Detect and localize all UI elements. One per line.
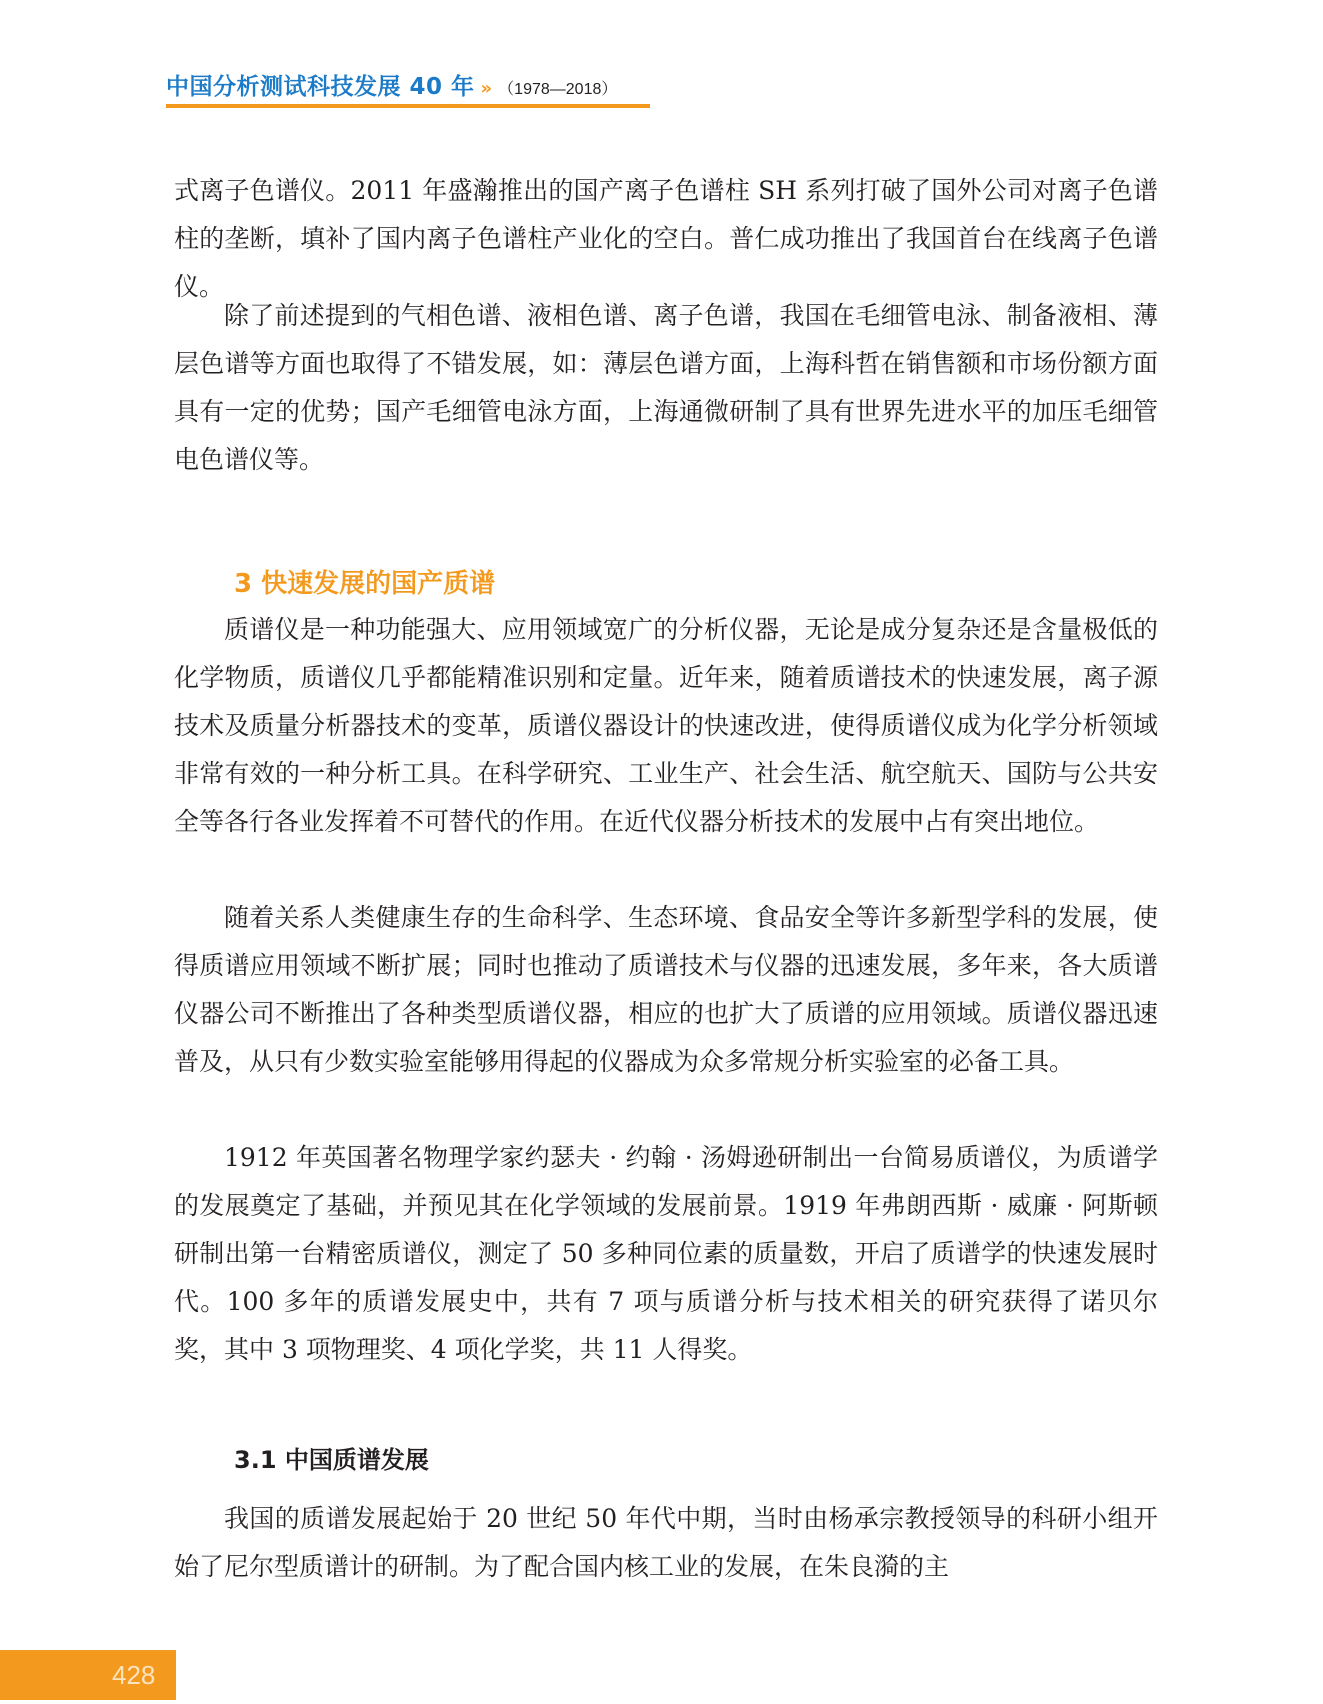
header-rule [166, 104, 650, 108]
subsection-heading: 3.1 中国质谱发展 [234, 1446, 429, 1474]
section-heading: 3 快速发展的国产质谱 [234, 569, 496, 599]
running-header [166, 68, 617, 102]
paragraph-ion-chromatography: 式离子色谱仪。2011 年盛瀚推出的国产离子色谱柱 SH 系列打破了国外公司对离子色谱柱的垄断，填补了国内离子色谱柱产业化的空白。普仁成功推出了我国首台在线离子色谱仪。 [174, 176, 1158, 301]
paragraph-mass-spec-applications: 随着关系人类健康生存的生命科学、生态环境、食品安全等许多新型学科的发展，使得质谱应用领域不断扩展；同时也推动了质谱技术与仪器的迅速发展，多年来，各大质谱仪器公司不断推出了各种类型质谱仪器，相应的也扩大了质谱的应用领域。质谱仪器迅速普及，从只有少数实验室能够用得起的仪器成为众多常规分析实验室的必备工具。 [174, 903, 1158, 1076]
paragraph-china-mass-spec: 我国的质谱发展起始于 20 世纪 50 年代中期，当时由杨承宗教授领导的科研小组开始了尼尔型质谱计的研制。为了配合国内核工业的发展，在朱良漪的主 [174, 1504, 1158, 1581]
paragraph-other-chromatography: 除了前述提到的气相色谱、液相色谱、离子色谱，我国在毛细管电泳、制备液相、薄层色谱等方面也取得了不错发展，如：薄层色谱方面，上海科哲在销售额和市场份额方面具有一定的优势；国产毛细管电泳方面，上海通微研制了具有世界先进水平的加压毛细管电色谱仪等。 [174, 301, 1158, 474]
double-chevron-icon: » [480, 78, 493, 99]
paragraph-mass-spec-history: 1912 年英国著名物理学家约瑟夫 · 约翰 · 汤姆逊研制出一台简易质谱仪，为质谱学的发展奠定了基础，并预见其在化学领域的发展前景。1919 年弗朗西斯 · 威廉 · 阿斯顿研制出第一台精密质谱仪，测定了 50 多种同位素的质量数，开启了质谱学的快速发展时代。100 多年的质谱发展史中，共有 7 项与质谱分析与技术相关的研究获得了诺贝尔奖，其中 3 项物理奖、4 项化学奖，共 11 人得奖。 [174, 1143, 1158, 1364]
paragraph-mass-spec-intro: 质谱仪是一种功能强大、应用领域宽广的分析仪器，无论是成分复杂还是含量极低的化学物质，质谱仪几乎都能精准识别和定量。近年来，随着质谱技术的快速发展，离子源技术及质量分析器技术的变革，质谱仪器设计的快速改进，使得质谱仪成为化学分析领域非常有效的一种分析工具。在科学研究、工业生产、社会生活、航空航天、国防与公共安全等各行各业发挥着不可替代的作用。在近代仪器分析技术的发展中占有突出地位。 [174, 615, 1158, 836]
running-header-years: （1978—2018） [498, 81, 618, 98]
page-number: 428 [112, 1660, 156, 1690]
running-header-title: 中国分析测试科技发展 40 年 [166, 74, 475, 100]
